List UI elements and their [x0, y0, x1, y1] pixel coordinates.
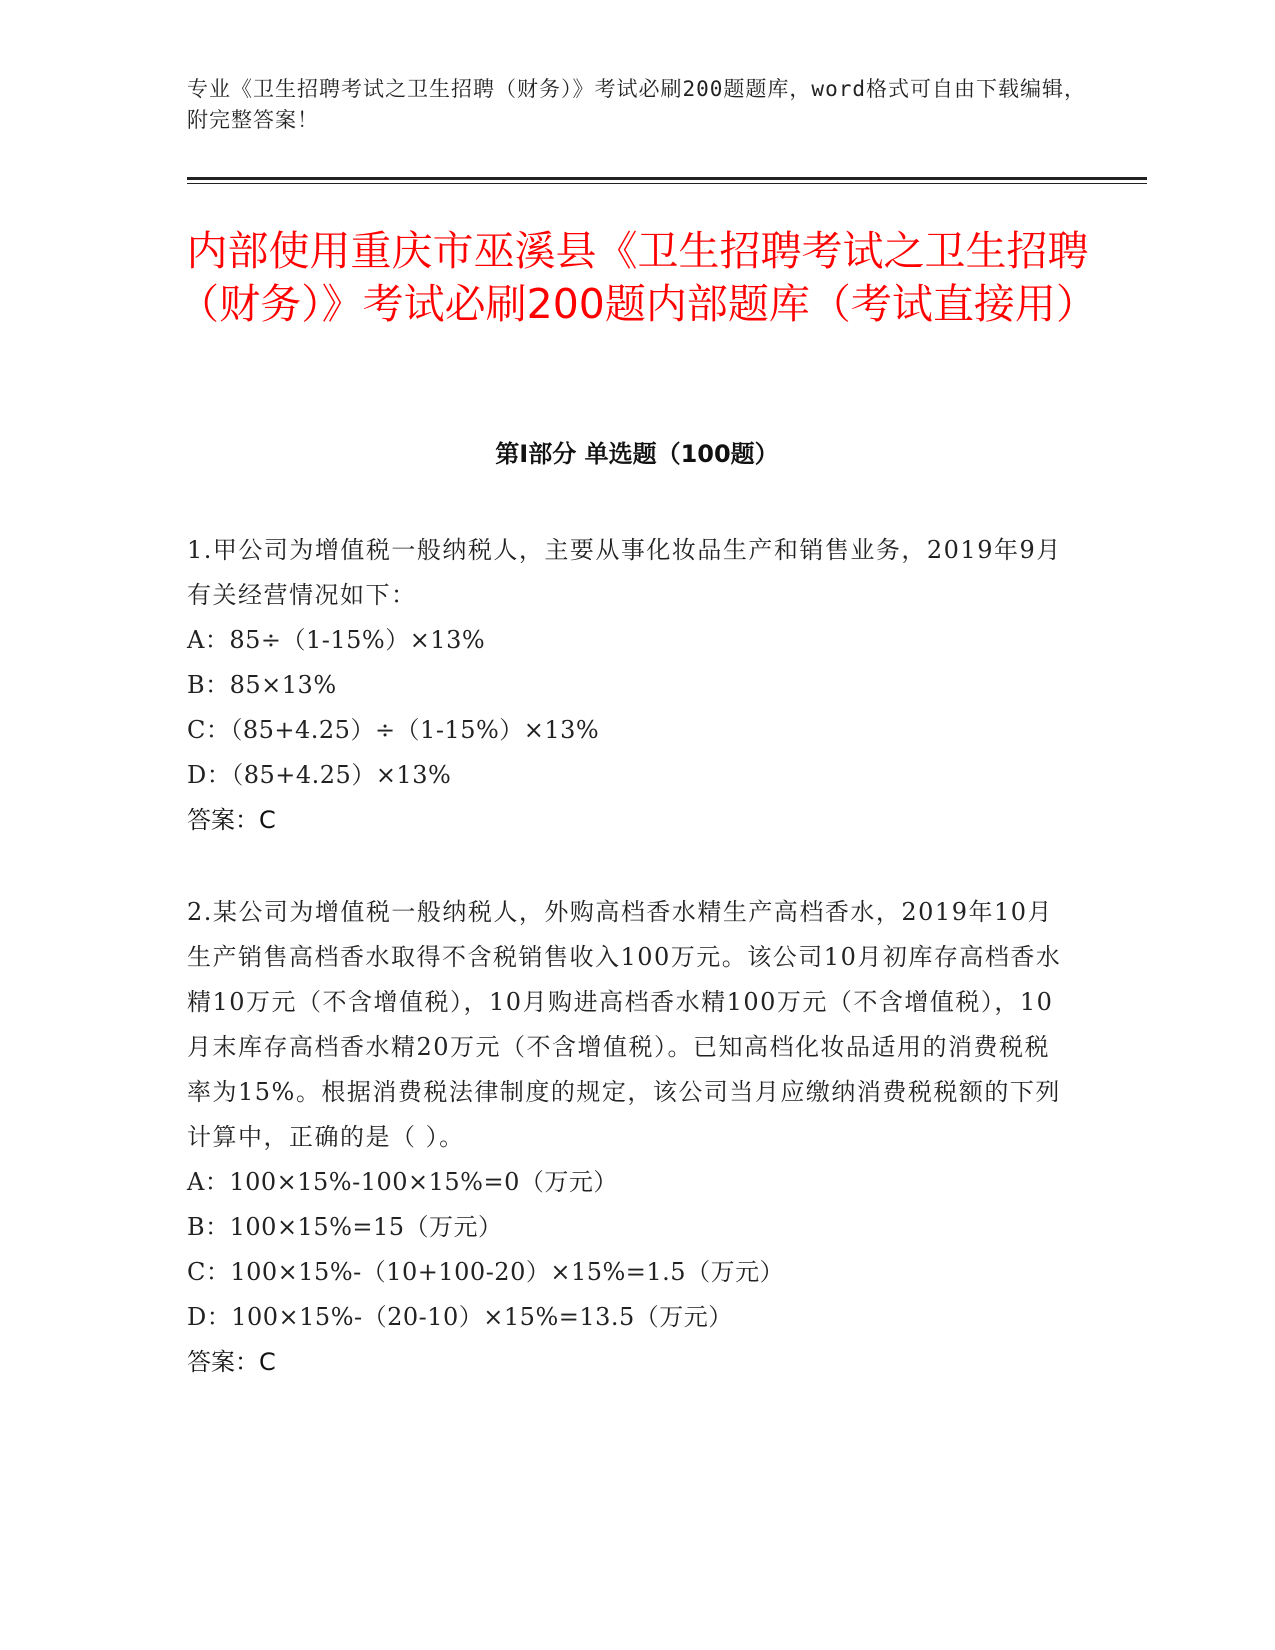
option-a: A：85÷（1-15%）×13%	[187, 626, 486, 654]
option-d: D：100×15%-（20-10）×15%=13.5（万元）	[187, 1303, 733, 1331]
question-stem: 1.甲公司为增值税一般纳税人，主要从事化妆品生产和销售业务，2019年9月有关经营情况如下：	[187, 536, 1062, 609]
header-rule-thick	[187, 177, 1147, 180]
option-d: D：（85+4.25）×13%	[187, 761, 452, 789]
header-note: 专业《卫生招聘考试之卫生招聘（财务）》考试必刷200题题库，word格式可自由下载编辑，附完整答案！	[187, 77, 1086, 132]
option-b: B：100×15%=15（万元）	[187, 1213, 503, 1241]
question-2	[187, 890, 1067, 1385]
option-a: A：100×15%-100×15%=0（万元）	[187, 1168, 618, 1196]
question-stem: 2.某公司为增值税一般纳税人，外购高档香水精生产高档香水，2019年10月生产销售高档香水取得不含税销售收入100万元。该公司10月初库存高档香水精10万元（不含增值税），10月购进高档香水精100万元（不含增值税），10月末库存高档香水精20万元（不含增值税）。已知高档化妆品适用的消费税税率为15%。根据消费税法律制度的规定，该公司当月应缴纳消费税税额的下列计算中，正确的是（ ）。	[187, 898, 1062, 1151]
option-c: C：100×15%-（10+100-20）×15%=1.5（万元）	[187, 1258, 785, 1286]
answer: 答案：C	[187, 806, 276, 834]
section-heading: 第Ⅰ部分 单选题（100题）	[495, 440, 779, 468]
option-b: B：85×13%	[187, 671, 337, 699]
document-title: 内部使用重庆市巫溪县《卫生招聘考试之卫生招聘（财务）》考试必刷200题内部题库（考试直接用）	[178, 227, 1097, 328]
question-1	[187, 528, 1067, 843]
header-rule-thin	[187, 183, 1147, 184]
answer: 答案：C	[187, 1348, 276, 1376]
option-c: C：（85+4.25）÷（1-15%）×13%	[187, 716, 600, 744]
